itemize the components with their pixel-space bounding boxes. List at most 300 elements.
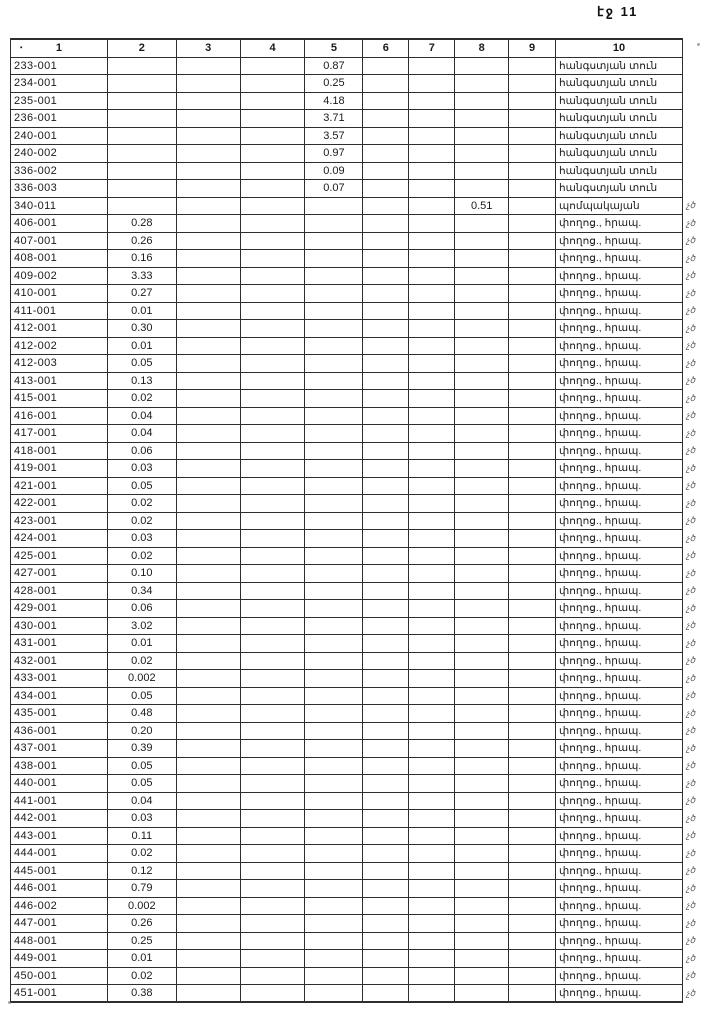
col8-area-cell (455, 740, 509, 758)
parcel-code-cell: 412-001 (11, 320, 108, 338)
col4-cell (240, 670, 305, 688)
col5-area-cell (305, 320, 363, 338)
col4-cell (240, 845, 305, 863)
col9-cell (509, 967, 556, 985)
col6-cell (363, 442, 409, 460)
parcel-code-cell: 428-001 (11, 582, 108, 600)
col8-area-cell (455, 582, 509, 600)
col7-cell (409, 477, 455, 495)
col8-area-cell (455, 92, 509, 110)
land-use-cell: փողոց., հրապ. (556, 985, 683, 1003)
parcel-code-cell: 441-001 (11, 792, 108, 810)
col9-cell (509, 565, 556, 583)
col5-area-cell (305, 600, 363, 618)
margin-header-spacer (682, 39, 710, 57)
col4-cell (240, 285, 305, 303)
col3-cell (176, 950, 240, 968)
margin-note: չծ (685, 322, 696, 333)
land-use-cell: փողոց., հրապ. (556, 757, 683, 775)
col9-cell (509, 390, 556, 408)
col6-cell (363, 92, 409, 110)
col6-cell (363, 460, 409, 478)
col6-cell (363, 600, 409, 618)
col6-cell (363, 302, 409, 320)
col6-cell (363, 792, 409, 810)
col7-cell (409, 355, 455, 373)
parcel-code-cell: 444-001 (11, 845, 108, 863)
col6-cell (363, 740, 409, 758)
parcel-code-cell: 424-001 (11, 530, 108, 548)
col4-cell (240, 705, 305, 723)
col8-area-cell (455, 390, 509, 408)
parcel-code-cell: 433-001 (11, 670, 108, 688)
col8-area-cell (455, 862, 509, 880)
margin-note: չծ (685, 620, 696, 631)
margin-note: չծ (685, 550, 696, 561)
col7-cell (409, 722, 455, 740)
col8-area-cell (455, 145, 509, 163)
parcel-code-cell: 233-001 (11, 57, 108, 75)
col5-area-cell (305, 932, 363, 950)
col3-cell (176, 215, 240, 233)
col9-cell (509, 687, 556, 705)
land-use-cell: փողոց., հրապ. (556, 320, 683, 338)
col2-area-cell: 0.01 (107, 337, 176, 355)
table-row (11, 460, 711, 478)
header-row (11, 39, 711, 57)
parcel-code-cell: 422-001 (11, 495, 108, 513)
col6-cell (363, 390, 409, 408)
land-use-cell: փողոց., հրապ. (556, 775, 683, 793)
col6-cell (363, 127, 409, 145)
col8-area-cell (455, 512, 509, 530)
col2-area-cell (107, 197, 176, 215)
land-use-cell: փողոց., հրապ. (556, 897, 683, 915)
col7-cell (409, 407, 455, 425)
col5-area-cell (305, 355, 363, 373)
table-row (11, 547, 711, 565)
col9-cell (509, 250, 556, 268)
land-use-cell: փողոց., հրապ. (556, 600, 683, 618)
col9-cell (509, 355, 556, 373)
col2-area-cell: 0.39 (107, 740, 176, 758)
col8-area-cell (455, 442, 509, 460)
col6-cell (363, 530, 409, 548)
col2-area-cell: 0.11 (107, 827, 176, 845)
land-use-cell: փողոց., հրապ. (556, 355, 683, 373)
col4-cell (240, 250, 305, 268)
col9-cell (509, 407, 556, 425)
col2-area-cell: 0.02 (107, 652, 176, 670)
table-row (11, 705, 711, 723)
col5-area-cell (305, 915, 363, 933)
table-row (11, 92, 711, 110)
col6-cell (363, 827, 409, 845)
col5-area-cell (305, 845, 363, 863)
col2-area-cell: 0.25 (107, 932, 176, 950)
col5-area-cell (305, 512, 363, 530)
col3-cell (176, 827, 240, 845)
table-row (11, 337, 711, 355)
col5-area-cell (305, 372, 363, 390)
col4-cell (240, 880, 305, 898)
parcel-code-cell: 419-001 (11, 460, 108, 478)
col4-cell (240, 145, 305, 163)
col2-area-cell: 0.02 (107, 390, 176, 408)
parcel-code-cell: 412-003 (11, 355, 108, 373)
col3-cell (176, 197, 240, 215)
table-row (11, 75, 711, 93)
col3-cell (176, 582, 240, 600)
col3-cell (176, 180, 240, 198)
land-use-cell: փողոց., հրապ. (556, 215, 683, 233)
margin-note (682, 180, 710, 198)
col4-cell (240, 390, 305, 408)
col4-cell (240, 600, 305, 618)
margin-note: չծ (685, 655, 696, 666)
col8-area-cell (455, 215, 509, 233)
table-row (11, 110, 711, 128)
col3-cell (176, 57, 240, 75)
parcel-code-cell: 236-001 (11, 110, 108, 128)
col6-cell (363, 950, 409, 968)
col2-area-cell: 0.02 (107, 967, 176, 985)
col4-cell (240, 442, 305, 460)
land-use-cell: փողոց., հրապ. (556, 670, 683, 688)
col5-area-cell (305, 250, 363, 268)
table-row (11, 250, 711, 268)
col5-area-cell (305, 950, 363, 968)
margin-note: չծ (685, 270, 696, 281)
parcel-code-cell: 434-001 (11, 687, 108, 705)
col9-cell (509, 477, 556, 495)
col4-cell (240, 757, 305, 775)
col8-area-cell (455, 897, 509, 915)
land-use-cell: հանգստյան տուն (556, 162, 683, 180)
col8-area-cell (455, 232, 509, 250)
col3-cell (176, 250, 240, 268)
land-use-cell: փողոց., հրապ. (556, 635, 683, 653)
land-use-cell: հանգստյան տուն (556, 145, 683, 163)
col8-area-cell (455, 600, 509, 618)
col7-cell (409, 932, 455, 950)
col5-area-cell (305, 740, 363, 758)
table-row (11, 652, 711, 670)
col6-cell (363, 250, 409, 268)
margin-note: չծ (685, 357, 696, 368)
col6-cell (363, 197, 409, 215)
col4-cell (240, 92, 305, 110)
col3-cell (176, 862, 240, 880)
col8-area-cell (455, 827, 509, 845)
col8-area-cell (455, 285, 509, 303)
col5-area-cell (305, 285, 363, 303)
col9-cell (509, 635, 556, 653)
col4-cell (240, 932, 305, 950)
col7-cell (409, 740, 455, 758)
col6-cell (363, 320, 409, 338)
land-use-cell: հանգստյան տուն (556, 180, 683, 198)
col7-cell (409, 775, 455, 793)
land-use-cell: հանգստյան տուն (556, 57, 683, 75)
col3-cell (176, 845, 240, 863)
col4-cell (240, 57, 305, 75)
col3-cell (176, 442, 240, 460)
parcel-code-cell: 450-001 (11, 967, 108, 985)
parcel-code-cell: 423-001 (11, 512, 108, 530)
column-header-6: 6 (363, 39, 409, 57)
col3-cell (176, 110, 240, 128)
margin-note: չծ (685, 532, 696, 543)
col4-cell (240, 320, 305, 338)
margin-note (682, 92, 710, 110)
table-row (11, 407, 711, 425)
col9-cell (509, 320, 556, 338)
parcel-code-cell: 408-001 (11, 250, 108, 268)
col8-area-cell (455, 320, 509, 338)
col2-area-cell (107, 180, 176, 198)
col8-area-cell (455, 425, 509, 443)
column-header-9: 9 (509, 39, 556, 57)
col9-cell (509, 267, 556, 285)
margin-note: չծ (685, 830, 696, 841)
cadastre-table (10, 38, 711, 1003)
col2-area-cell: 0.04 (107, 407, 176, 425)
col8-area-cell (455, 110, 509, 128)
col9-cell (509, 425, 556, 443)
col3-cell (176, 390, 240, 408)
column-header-5: 5 (305, 39, 363, 57)
col6-cell (363, 880, 409, 898)
col5-area-cell (305, 530, 363, 548)
col8-area-cell (455, 687, 509, 705)
margin-note: չծ (685, 567, 696, 578)
margin-note: չծ (685, 410, 696, 421)
col6-cell (363, 985, 409, 1003)
land-use-cell: փողոց., հրապ. (556, 845, 683, 863)
col8-area-cell (455, 337, 509, 355)
parcel-code-cell: 413-001 (11, 372, 108, 390)
col4-cell (240, 127, 305, 145)
col4-cell (240, 75, 305, 93)
table-row (11, 565, 711, 583)
parcel-code-cell: 427-001 (11, 565, 108, 583)
col8-area-cell (455, 372, 509, 390)
col7-cell (409, 320, 455, 338)
land-use-cell: փողոց., հրապ. (556, 477, 683, 495)
col7-cell (409, 180, 455, 198)
col5-area-cell (305, 197, 363, 215)
col6-cell (363, 372, 409, 390)
col7-cell (409, 162, 455, 180)
col3-cell (176, 162, 240, 180)
col8-area-cell (455, 57, 509, 75)
col5-area-cell (305, 775, 363, 793)
col8-area-cell (455, 162, 509, 180)
table-row (11, 582, 711, 600)
col9-cell (509, 57, 556, 75)
parcel-code-cell: 432-001 (11, 652, 108, 670)
col2-area-cell: 0.05 (107, 687, 176, 705)
column-header-4: 4 (240, 39, 305, 57)
col7-cell (409, 950, 455, 968)
margin-note: չծ (685, 725, 696, 736)
col9-cell (509, 127, 556, 145)
margin-note: չծ (685, 217, 696, 228)
col2-area-cell: 0.02 (107, 512, 176, 530)
col3-cell (176, 302, 240, 320)
col2-area-cell: 0.04 (107, 425, 176, 443)
table-row (11, 215, 711, 233)
col9-cell (509, 810, 556, 828)
col2-area-cell: 0.04 (107, 792, 176, 810)
table-row (11, 390, 711, 408)
col5-area-cell (305, 967, 363, 985)
col8-area-cell (455, 267, 509, 285)
table-row (11, 827, 711, 845)
col4-cell (240, 967, 305, 985)
margin-note (682, 57, 710, 75)
col9-cell (509, 740, 556, 758)
parcel-code-cell: 340-011 (11, 197, 108, 215)
col3-cell (176, 792, 240, 810)
col7-cell (409, 127, 455, 145)
col7-cell (409, 652, 455, 670)
col5-area-cell (305, 810, 363, 828)
col6-cell (363, 915, 409, 933)
col3-cell (176, 775, 240, 793)
col5-area-cell (305, 862, 363, 880)
land-use-cell: հանգստյան տուն (556, 92, 683, 110)
col8-area-cell (455, 180, 509, 198)
col6-cell (363, 687, 409, 705)
table-row (11, 127, 711, 145)
margin-note: չծ (685, 445, 696, 456)
col7-cell (409, 985, 455, 1003)
margin-note: չծ (685, 340, 696, 351)
col4-cell (240, 460, 305, 478)
col5-area-cell (305, 705, 363, 723)
column-header-1: ▪ 1 (11, 39, 108, 57)
column-header-10: 10 (556, 39, 683, 57)
col9-cell (509, 705, 556, 723)
col9-cell (509, 285, 556, 303)
col9-cell (509, 582, 556, 600)
col8-area-cell (455, 250, 509, 268)
col7-cell (409, 92, 455, 110)
col9-cell (509, 670, 556, 688)
land-use-cell: փողոց., հրապ. (556, 950, 683, 968)
land-use-cell: փողոց., հրապ. (556, 810, 683, 828)
col3-cell (176, 722, 240, 740)
col2-area-cell: 0.01 (107, 950, 176, 968)
col6-cell (363, 862, 409, 880)
col9-cell (509, 547, 556, 565)
land-use-cell: փողոց., հրապ. (556, 547, 683, 565)
col9-cell (509, 757, 556, 775)
col2-area-cell: 0.34 (107, 582, 176, 600)
col5-area-cell (305, 635, 363, 653)
table-row (11, 530, 711, 548)
col7-cell (409, 197, 455, 215)
col2-area-cell: 0.05 (107, 477, 176, 495)
col7-cell (409, 897, 455, 915)
land-use-cell: փողոց., հրապ. (556, 722, 683, 740)
col8-area-cell (455, 565, 509, 583)
col6-cell (363, 845, 409, 863)
col4-cell (240, 722, 305, 740)
col6-cell (363, 407, 409, 425)
col7-cell (409, 810, 455, 828)
parcel-code-cell: 446-002 (11, 897, 108, 915)
col2-area-cell: 0.12 (107, 862, 176, 880)
margin-note: չծ (685, 935, 696, 946)
col2-area-cell: 0.03 (107, 460, 176, 478)
col2-area-cell: 0.28 (107, 215, 176, 233)
col9-cell (509, 530, 556, 548)
col3-cell (176, 565, 240, 583)
col6-cell (363, 180, 409, 198)
col4-cell (240, 897, 305, 915)
col9-cell (509, 110, 556, 128)
col8-area-cell (455, 460, 509, 478)
col6-cell (363, 652, 409, 670)
land-use-cell: փողոց., հրապ. (556, 862, 683, 880)
margin-note: չծ (685, 672, 696, 683)
col6-cell (363, 967, 409, 985)
col5-area-cell: 0.87 (305, 57, 363, 75)
col5-area-cell (305, 880, 363, 898)
col7-cell (409, 617, 455, 635)
land-use-cell: փողոց., հրապ. (556, 250, 683, 268)
parcel-code-cell: 443-001 (11, 827, 108, 845)
col4-cell (240, 810, 305, 828)
col3-cell (176, 915, 240, 933)
col8-area-cell (455, 302, 509, 320)
col3-cell (176, 267, 240, 285)
col3-cell (176, 617, 240, 635)
col4-cell (240, 582, 305, 600)
page-number-label: էջ 11 (597, 4, 639, 19)
table-row (11, 897, 711, 915)
col7-cell (409, 967, 455, 985)
col9-cell (509, 915, 556, 933)
col7-cell (409, 267, 455, 285)
land-use-cell: փողոց., հրապ. (556, 792, 683, 810)
col4-cell (240, 775, 305, 793)
col8-area-cell (455, 617, 509, 635)
col6-cell (363, 57, 409, 75)
col5-area-cell (305, 442, 363, 460)
col3-cell (176, 407, 240, 425)
col5-area-cell (305, 897, 363, 915)
parcel-code-cell: 411-001 (11, 302, 108, 320)
margin-note: չծ (685, 497, 696, 508)
col4-cell (240, 372, 305, 390)
col8-area-cell (455, 880, 509, 898)
col4-cell (240, 635, 305, 653)
col7-cell (409, 845, 455, 863)
land-use-cell: փողոց., հրապ. (556, 880, 683, 898)
margin-note: չծ (685, 427, 696, 438)
col6-cell (363, 285, 409, 303)
col3-cell (176, 92, 240, 110)
col3-cell (176, 635, 240, 653)
scan-speck (697, 43, 700, 46)
col9-cell (509, 792, 556, 810)
margin-note: չծ (685, 777, 696, 788)
col7-cell (409, 862, 455, 880)
